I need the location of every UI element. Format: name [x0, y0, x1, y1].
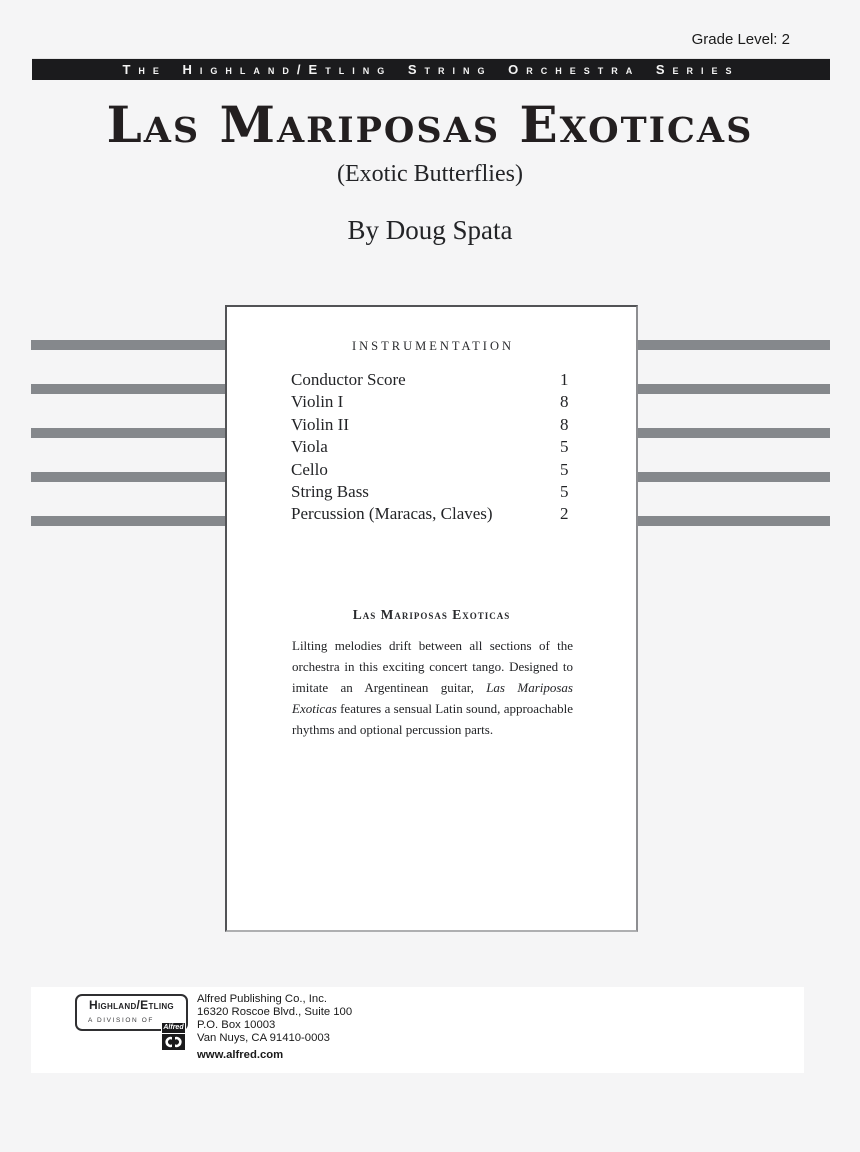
byline: By Doug Spata: [347, 215, 513, 245]
alfred-logo: [161, 1022, 186, 1050]
instrument-name: Conductor Score: [291, 370, 406, 389]
instrumentation-list: [227, 369, 636, 526]
publisher-address: [197, 993, 352, 1062]
instrument-name: Cello: [291, 459, 328, 479]
instrumentation-box: [225, 305, 638, 932]
instrumentation-row: [227, 369, 636, 391]
instrumentation-row: [227, 436, 636, 458]
instrumentation-row: [227, 459, 636, 481]
address-line: Van Nuys, CA 91410-0003: [197, 1031, 330, 1044]
grade-level-label: Grade Level: 2: [691, 31, 790, 48]
alfred-logo-text: Alfred: [163, 1024, 184, 1031]
publisher-website: www.alfred.com: [197, 1048, 284, 1061]
description-text: Lilting melodies drift between all sections of the orchestra in this exciting concert tango. Designed to imitate an Argentinean guitar,: [292, 638, 573, 695]
instrumentation-row: [227, 391, 636, 413]
description-heading: Las Mariposas Exoticas: [352, 607, 511, 622]
instrument-name: Viola: [291, 437, 328, 457]
address-line: 16320 Roscoe Blvd., Suite 100: [197, 1005, 353, 1018]
instrument-count: 2: [560, 504, 569, 524]
instrument-count: 8: [560, 414, 569, 434]
address-line: P.O. Box 10003: [197, 1018, 276, 1031]
description-text: features a sensual Latin sound, approachable rhythms and optional percussion parts.: [292, 700, 573, 737]
instrumentation-row: [227, 481, 636, 503]
description-paragraph: [292, 636, 573, 741]
instrumentation-heading: INSTRUMENTATION: [351, 339, 515, 353]
instrument-name: String Bass: [291, 482, 369, 502]
page-title: Las Mariposas Exoticas: [106, 95, 754, 154]
instrument-name: Violin II: [291, 414, 349, 434]
series-banner: [32, 58, 830, 80]
instrument-count: 1: [560, 370, 569, 389]
description-italic-title: Las Mariposas Exoticas: [292, 679, 573, 716]
division-label: A DIVISION OF: [88, 1017, 154, 1024]
highland-etling-logo-text: Highland/Etling: [89, 998, 174, 1012]
series-banner-text: The Highland/Etling String Orchestra Series: [122, 62, 740, 77]
instrument-name: Percussion (Maracas, Claves): [291, 504, 493, 524]
instrument-name: Violin I: [291, 392, 344, 412]
instrumentation-row: [227, 503, 636, 525]
alfred-mark-icon: [162, 1034, 185, 1050]
subtitle: (Exotic Butterflies): [337, 161, 523, 187]
instrument-count: 5: [560, 482, 569, 502]
instrumentation-row: [227, 414, 636, 436]
instrument-count: 8: [560, 392, 569, 412]
footer: [31, 987, 804, 1073]
instrument-count: 5: [560, 459, 569, 479]
address-line: Alfred Publishing Co., Inc.: [197, 993, 327, 1005]
instrument-count: 5: [560, 437, 569, 457]
highland-etling-logo: [75, 994, 188, 1031]
